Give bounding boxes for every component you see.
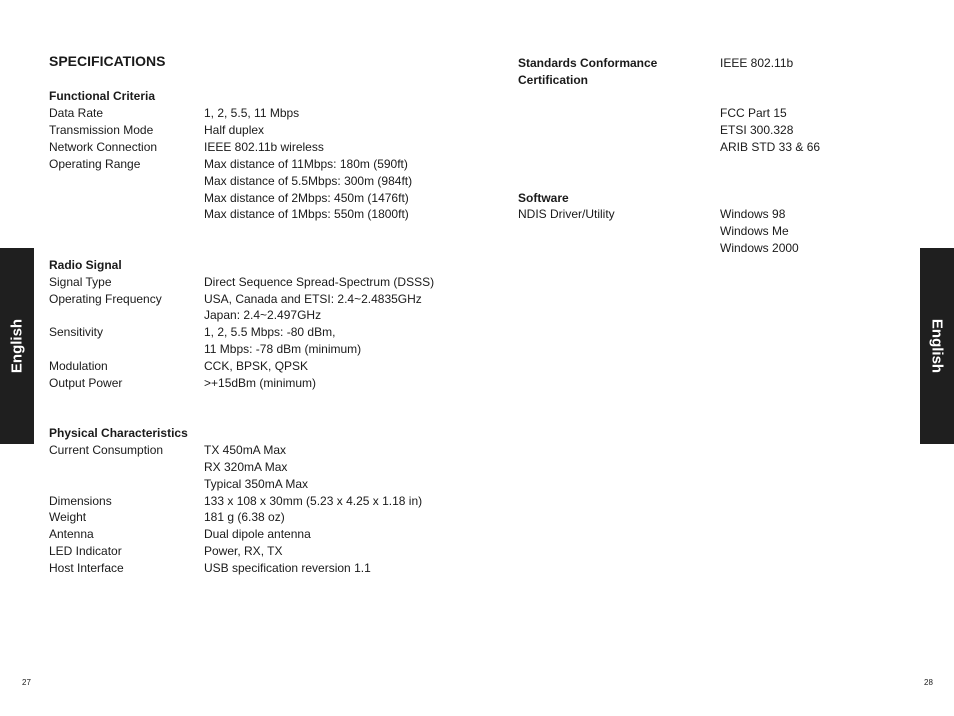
spec-value-host-interface: USB specification reversion 1.1 (204, 561, 371, 575)
spec-value-operating-frequency: USA, Canada and ETSI: 2.4~2.4835GHz (204, 292, 422, 306)
spec-value-standard: IEEE 802.11b (720, 56, 794, 70)
side-tab-label: English (928, 318, 946, 374)
spec-value-transmission-mode: Half duplex (204, 123, 265, 137)
spec-value-antenna: Dual dipole antenna (204, 527, 311, 541)
section-heading-certification: Certification (518, 73, 589, 87)
page-number-right: 28 (924, 678, 933, 687)
spec-label-network-connection: Network Connection (49, 140, 158, 154)
spec-value-os: Windows 2000 (720, 241, 799, 255)
spec-value-current-consumption: RX 320mA Max (204, 460, 288, 474)
spec-label-modulation: Modulation (49, 359, 108, 373)
section-heading-radio: Radio Signal (49, 258, 122, 272)
spec-label-ndis-driver: NDIS Driver/Utility (518, 207, 615, 221)
side-tab-label: English (8, 318, 26, 374)
section-heading-standards: Standards Conformance (518, 56, 658, 70)
spec-value-operating-frequency: Japan: 2.4~2.497GHz (204, 308, 322, 322)
spec-value-certification: ARIB STD 33 & 66 (720, 140, 821, 154)
spec-value-signal-type: Direct Sequence Spread-Spectrum (DSSS) (204, 275, 435, 289)
spec-label-operating-frequency: Operating Frequency (49, 292, 162, 306)
section-heading-functional: Functional Criteria (49, 89, 156, 103)
spec-label-operating-range: Operating Range (49, 157, 141, 171)
spec-label-current-consumption: Current Consumption (49, 443, 164, 457)
spec-value-operating-range: Max distance of 5.5Mbps: 300m (984ft) (204, 174, 413, 188)
spec-value-led-indicator: Power, RX, TX (204, 544, 283, 558)
spec-value-output-power: >+15dBm (minimum) (204, 376, 317, 390)
spec-value-operating-range: Max distance of 1Mbps: 550m (1800ft) (204, 207, 409, 221)
spec-value-network-connection: IEEE 802.11b wireless (204, 140, 324, 154)
spec-label-host-interface: Host Interface (49, 561, 124, 575)
spec-value-weight: 181 g (6.38 oz) (204, 510, 285, 524)
page-number-left: 27 (22, 678, 31, 687)
side-tab-right (920, 248, 954, 444)
spec-value-current-consumption: TX 450mA Max (204, 443, 287, 457)
spec-label-output-power: Output Power (49, 376, 123, 390)
spec-value-certification: ETSI 300.328 (720, 123, 794, 137)
spec-value-operating-range: Max distance of 2Mbps: 450m (1476ft) (204, 191, 409, 205)
spec-label-led-indicator: LED Indicator (49, 544, 122, 558)
spec-value-operating-range: Max distance of 11Mbps: 180m (590ft) (204, 157, 408, 171)
spec-label-data-rate: Data Rate (49, 106, 104, 120)
spec-label-dimensions: Dimensions (49, 494, 112, 508)
spec-value-os: Windows Me (720, 224, 789, 238)
side-tab-left (0, 248, 34, 444)
spec-value-current-consumption: Typical 350mA Max (204, 477, 309, 491)
section-heading-software: Software (518, 191, 569, 205)
spec-label-signal-type: Signal Type (49, 275, 112, 289)
spec-label-antenna: Antenna (49, 527, 94, 541)
spec-value-certification: FCC Part 15 (720, 106, 787, 120)
section-heading-physical: Physical Characteristics (49, 426, 188, 440)
spec-value-modulation: CCK, BPSK, QPSK (204, 359, 309, 373)
spec-value-sensitivity: 1, 2, 5.5 Mbps: -80 dBm, (204, 325, 336, 339)
spec-value-dimensions: 133 x 108 x 30mm (5.23 x 4.25 x 1.18 in) (204, 494, 423, 508)
spec-label-sensitivity: Sensitivity (49, 325, 104, 339)
spec-label-weight: Weight (49, 510, 87, 524)
spec-value-sensitivity: 11 Mbps: -78 dBm (minimum) (204, 342, 362, 356)
spec-label-transmission-mode: Transmission Mode (49, 123, 154, 137)
spec-value-data-rate: 1, 2, 5.5, 11 Mbps (204, 106, 300, 120)
page-title: SPECIFICATIONS (49, 53, 166, 69)
spec-value-os: Windows 98 (720, 207, 786, 221)
